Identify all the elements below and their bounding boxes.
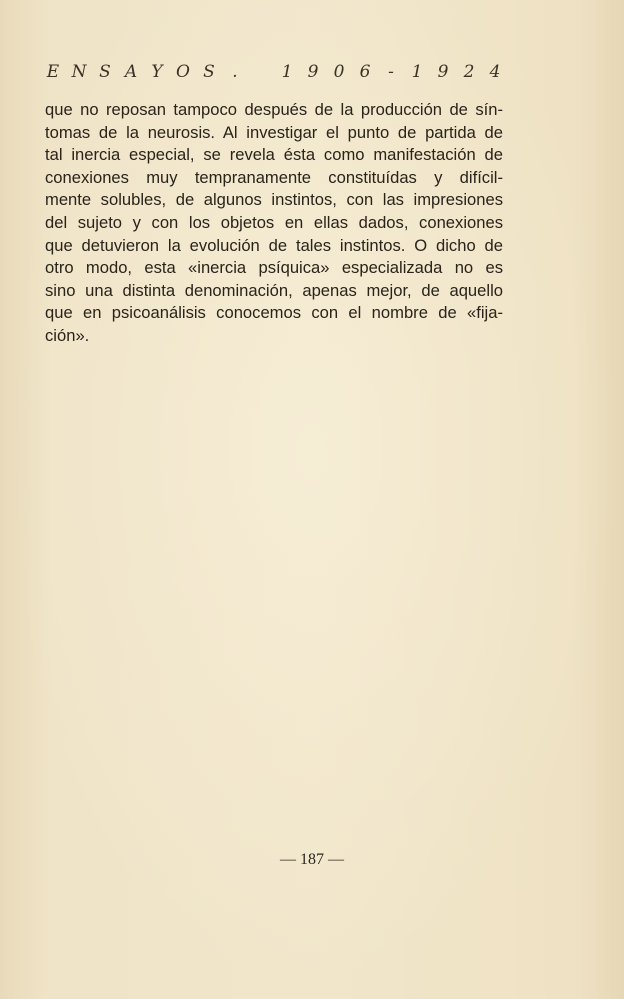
running-head-char (252, 62, 270, 82)
running-head-char: O (176, 62, 190, 82)
running-head-char: 2 (463, 62, 475, 82)
text-line: que en psicoanálisis conocemos con el nombre de «fija- (45, 303, 503, 323)
text-line: del sujeto y con los objetos en ellas dados, conexiones (45, 212, 503, 232)
text-line: tal inercia especial, se revela ésta como manifestación de (45, 145, 503, 165)
running-head-char: A (124, 62, 138, 82)
running-head-char: S (99, 62, 111, 82)
text-line: mente solubles, de algunos instintos, con las impresiones (45, 190, 503, 210)
text-line: que no reposan tampoco después de la producción de sín- (45, 100, 503, 119)
body-paragraph (45, 99, 503, 348)
running-head-char: 4 (489, 62, 501, 82)
running-head-char: 9 (437, 62, 449, 82)
text-line: otro modo, esta «inercia psíquica» especializada no es (45, 258, 503, 278)
text-line: conexiones muy tempranamente constituídas y difícil- (45, 167, 503, 187)
page-number: — 187 — (280, 851, 344, 868)
running-head-char: - (388, 62, 394, 82)
running-head-char: . (232, 62, 238, 82)
text-line: que detuvieron la evolución de tales instintos. O dicho de (45, 235, 503, 255)
running-head-char: 6 (359, 62, 371, 82)
running-head-char: N (71, 62, 87, 82)
running-head-char: 1 (411, 62, 423, 82)
running-head (44, 62, 504, 82)
text-line: tomas de la neurosis. Al investigar el punto de partida de (45, 122, 503, 142)
running-head-char: 9 (307, 62, 319, 82)
running-head-char: 0 (333, 62, 345, 82)
text-line: sino una distinta denominación, apenas mejor, de aquello (45, 280, 503, 300)
running-head-char: 1 (281, 62, 293, 82)
running-head-char: E (46, 62, 60, 82)
running-head-char: Y (151, 62, 163, 82)
text-line: ción». (45, 325, 90, 345)
running-head-char: S (203, 62, 215, 82)
